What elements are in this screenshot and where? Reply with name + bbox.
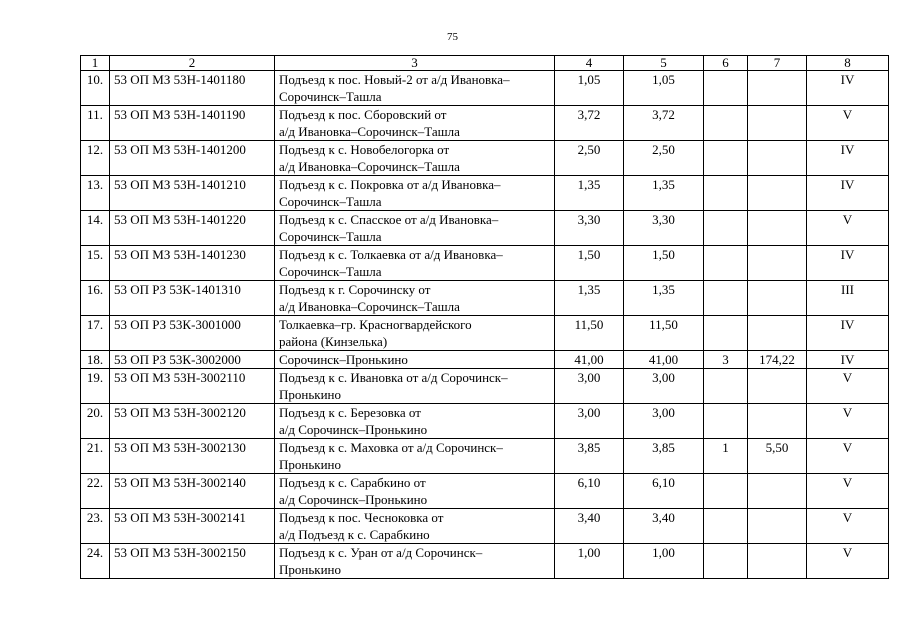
bridge-length-cell: 5,50 <box>748 439 807 474</box>
column-header: 4 <box>555 56 624 71</box>
bridge-length-cell <box>748 246 807 281</box>
bridge-count-cell <box>704 106 748 141</box>
road-name-cell <box>275 246 555 281</box>
road-name-line: Сорочинск–Ташла <box>279 194 382 209</box>
table-row <box>81 404 889 439</box>
bridge-count-cell <box>704 316 748 351</box>
table-body <box>81 71 889 579</box>
table-row <box>81 246 889 281</box>
row-number: 24. <box>81 544 110 579</box>
length-total-cell: 3,40 <box>555 509 624 544</box>
length-paved-cell: 1,35 <box>624 176 704 211</box>
bridge-count-cell <box>704 176 748 211</box>
road-name-line: района (Кинзелька) <box>279 334 388 349</box>
road-name-line: Толкаевка–гр. Красногвардейского <box>279 317 472 332</box>
row-number: 14. <box>81 211 110 246</box>
bridge-length-cell <box>748 369 807 404</box>
length-total-cell: 3,85 <box>555 439 624 474</box>
category-cell: V <box>807 544 889 579</box>
table-row <box>81 211 889 246</box>
length-total-cell: 3,72 <box>555 106 624 141</box>
bridge-count-cell <box>704 141 748 176</box>
table-row <box>81 71 889 106</box>
road-id-cell: 53 ОП РЗ 53К-1401310 <box>110 281 275 316</box>
road-name-line: Подъезд к с. Покровка от а/д Ивановка– <box>279 177 501 192</box>
bridge-count-cell <box>704 474 748 509</box>
length-paved-cell: 1,50 <box>624 246 704 281</box>
road-name-line: Подъезд к с. Сарабкино от <box>279 475 426 490</box>
header-row <box>81 56 889 71</box>
road-name-line: а/д Сорочинск–Пронькино <box>279 492 428 507</box>
row-number: 21. <box>81 439 110 474</box>
category-cell: IV <box>807 316 889 351</box>
bridge-count-cell <box>704 369 748 404</box>
road-id-cell: 53 ОП МЗ 53Н-1401230 <box>110 246 275 281</box>
length-paved-cell: 2,50 <box>624 141 704 176</box>
column-header: 1 <box>81 56 110 71</box>
row-number: 15. <box>81 246 110 281</box>
road-name-line: Подъезд к с. Маховка от а/д Сорочинск– <box>279 440 503 455</box>
column-header: 2 <box>110 56 275 71</box>
road-name-line: а/д Ивановка–Сорочинск–Ташла <box>279 159 460 174</box>
road-name-cell <box>275 106 555 141</box>
category-cell: V <box>807 106 889 141</box>
road-name-line: Подъезд к с. Березовка от <box>279 405 421 420</box>
road-name-line: Подъезд к с. Уран от а/д Сорочинск– <box>279 545 483 560</box>
bridge-count-cell: 3 <box>704 351 748 369</box>
row-number: 17. <box>81 316 110 351</box>
row-number: 22. <box>81 474 110 509</box>
page-number: 75 <box>447 31 458 43</box>
column-header: 5 <box>624 56 704 71</box>
road-id-cell: 53 ОП МЗ 53Н-3002140 <box>110 474 275 509</box>
bridge-length-cell <box>748 106 807 141</box>
road-name-cell <box>275 176 555 211</box>
column-header: 7 <box>748 56 807 71</box>
road-name-cell <box>275 544 555 579</box>
length-paved-cell: 1,05 <box>624 71 704 106</box>
row-number: 19. <box>81 369 110 404</box>
road-name-cell <box>275 369 555 404</box>
column-header: 3 <box>275 56 555 71</box>
table-row <box>81 316 889 351</box>
row-number: 12. <box>81 141 110 176</box>
road-name-cell <box>275 509 555 544</box>
table-row <box>81 281 889 316</box>
road-id-cell: 53 ОП МЗ 53Н-3002150 <box>110 544 275 579</box>
road-name-cell <box>275 71 555 106</box>
road-name-line: а/д Ивановка–Сорочинск–Ташла <box>279 124 460 139</box>
road-name-line: Сорочинск–Ташла <box>279 229 382 244</box>
table-row <box>81 141 889 176</box>
category-cell: V <box>807 509 889 544</box>
bridge-count-cell <box>704 404 748 439</box>
bridge-count-cell <box>704 281 748 316</box>
category-cell: IV <box>807 176 889 211</box>
length-total-cell: 3,00 <box>555 369 624 404</box>
category-cell: V <box>807 474 889 509</box>
road-name-line: Подъезд к с. Толкаевка от а/д Ивановка– <box>279 247 503 262</box>
road-id-cell: 53 ОП РЗ 53К-3002000 <box>110 351 275 369</box>
bridge-length-cell <box>748 71 807 106</box>
category-cell: V <box>807 369 889 404</box>
bridge-length-cell: 174,22 <box>748 351 807 369</box>
bridge-length-cell <box>748 474 807 509</box>
bridge-length-cell <box>748 281 807 316</box>
bridge-length-cell <box>748 509 807 544</box>
road-name-line: Пронькино <box>279 457 342 472</box>
table-row <box>81 544 889 579</box>
length-paved-cell: 3,00 <box>624 404 704 439</box>
length-total-cell: 11,50 <box>555 316 624 351</box>
road-id-cell: 53 ОП МЗ 53Н-1401190 <box>110 106 275 141</box>
road-name-line: Подъезд к пос. Новый-2 от а/д Ивановка– <box>279 72 510 87</box>
road-name-line: Подъезд к г. Сорочинску от <box>279 282 431 297</box>
road-id-cell: 53 ОП МЗ 53Н-1401220 <box>110 211 275 246</box>
length-paved-cell: 6,10 <box>624 474 704 509</box>
road-id-cell: 53 ОП МЗ 53Н-1401180 <box>110 71 275 106</box>
road-name-cell <box>275 351 555 369</box>
road-name-line: Сорочинск–Пронькино <box>279 352 408 367</box>
length-total-cell: 41,00 <box>555 351 624 369</box>
length-total-cell: 2,50 <box>555 141 624 176</box>
length-total-cell: 3,00 <box>555 404 624 439</box>
road-id-cell: 53 ОП РЗ 53К-3001000 <box>110 316 275 351</box>
length-paved-cell: 3,72 <box>624 106 704 141</box>
road-name-line: Пронькино <box>279 387 342 402</box>
road-name-line: Подъезд к пос. Чесноковка от <box>279 510 444 525</box>
length-total-cell: 1,00 <box>555 544 624 579</box>
row-number: 18. <box>81 351 110 369</box>
table-row <box>81 369 889 404</box>
roads-table <box>80 55 889 579</box>
road-name-line: Сорочинск–Ташла <box>279 264 382 279</box>
road-name-line: а/д Подъезд к с. Сарабкино <box>279 527 430 542</box>
table-row <box>81 176 889 211</box>
column-header: 8 <box>807 56 889 71</box>
length-total-cell: 1,35 <box>555 281 624 316</box>
length-total-cell: 1,05 <box>555 71 624 106</box>
category-cell: III <box>807 281 889 316</box>
bridge-length-cell <box>748 176 807 211</box>
length-total-cell: 1,35 <box>555 176 624 211</box>
row-number: 13. <box>81 176 110 211</box>
category-cell: V <box>807 211 889 246</box>
bridge-count-cell: 1 <box>704 439 748 474</box>
road-id-cell: 53 ОП МЗ 53Н-1401210 <box>110 176 275 211</box>
category-cell: V <box>807 404 889 439</box>
table-row <box>81 509 889 544</box>
bridge-count-cell <box>704 246 748 281</box>
road-name-cell <box>275 474 555 509</box>
bridge-length-cell <box>748 316 807 351</box>
road-name-line: Пронькино <box>279 562 342 577</box>
category-cell: V <box>807 439 889 474</box>
bridge-count-cell <box>704 544 748 579</box>
road-name-cell <box>275 211 555 246</box>
bridge-length-cell <box>748 544 807 579</box>
length-total-cell: 6,10 <box>555 474 624 509</box>
road-id-cell: 53 ОП МЗ 53Н-3002141 <box>110 509 275 544</box>
length-paved-cell: 1,00 <box>624 544 704 579</box>
bridge-count-cell <box>704 509 748 544</box>
length-total-cell: 1,50 <box>555 246 624 281</box>
table-row <box>81 351 889 369</box>
table-row <box>81 474 889 509</box>
road-name-line: Сорочинск–Ташла <box>279 89 382 104</box>
category-cell: IV <box>807 351 889 369</box>
row-number: 16. <box>81 281 110 316</box>
length-paved-cell: 1,35 <box>624 281 704 316</box>
road-name-cell <box>275 281 555 316</box>
road-id-cell: 53 ОП МЗ 53Н-3002120 <box>110 404 275 439</box>
length-paved-cell: 3,30 <box>624 211 704 246</box>
road-name-line: а/д Сорочинск–Пронькино <box>279 422 428 437</box>
road-name-cell <box>275 141 555 176</box>
road-name-line: Подъезд к с. Ивановка от а/д Сорочинск– <box>279 370 508 385</box>
bridge-count-cell <box>704 71 748 106</box>
road-id-cell: 53 ОП МЗ 53Н-3002130 <box>110 439 275 474</box>
road-id-cell: 53 ОП МЗ 53Н-3002110 <box>110 369 275 404</box>
length-paved-cell: 3,40 <box>624 509 704 544</box>
bridge-length-cell <box>748 211 807 246</box>
bridge-length-cell <box>748 404 807 439</box>
column-header: 6 <box>704 56 748 71</box>
bridge-length-cell <box>748 141 807 176</box>
length-total-cell: 3,30 <box>555 211 624 246</box>
road-name-cell <box>275 404 555 439</box>
road-name-cell <box>275 439 555 474</box>
row-number: 20. <box>81 404 110 439</box>
bridge-count-cell <box>704 211 748 246</box>
road-name-line: Подъезд к с. Спасское от а/д Ивановка– <box>279 212 499 227</box>
row-number: 10. <box>81 71 110 106</box>
length-paved-cell: 11,50 <box>624 316 704 351</box>
row-number: 23. <box>81 509 110 544</box>
length-paved-cell: 41,00 <box>624 351 704 369</box>
category-cell: IV <box>807 141 889 176</box>
road-name-cell <box>275 316 555 351</box>
table-row <box>81 106 889 141</box>
road-name-line: Подъезд к пос. Сборовский от <box>279 107 447 122</box>
row-number: 11. <box>81 106 110 141</box>
category-cell: IV <box>807 71 889 106</box>
length-paved-cell: 3,85 <box>624 439 704 474</box>
road-name-line: Подъезд к с. Новобелогорка от <box>279 142 450 157</box>
road-id-cell: 53 ОП МЗ 53Н-1401200 <box>110 141 275 176</box>
category-cell: IV <box>807 246 889 281</box>
length-paved-cell: 3,00 <box>624 369 704 404</box>
road-name-line: а/д Ивановка–Сорочинск–Ташла <box>279 299 460 314</box>
table-row <box>81 439 889 474</box>
